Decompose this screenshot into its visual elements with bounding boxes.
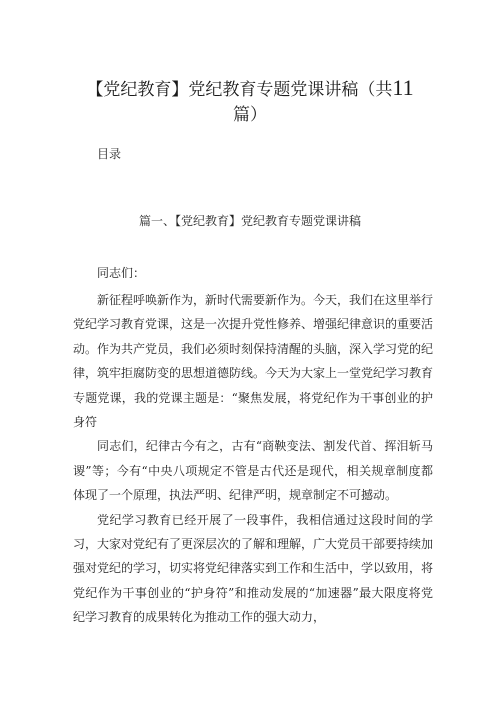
paragraph: 同志们，纪律古今有之，古有“商鞅变法、割发代首、挥泪斩马谡”等；今有“中央八项规定不管是古代还是现代，相关规章制度都体现了一个原理，执法严明、纪律严明，规章制定不可撼动。 xyxy=(73,439,433,503)
section-heading: 篇一、【党纪教育】党纪教育专题党课讲稿 xyxy=(138,214,361,228)
document-title xyxy=(60,75,440,128)
title-text-part2: 篇） xyxy=(233,105,267,125)
title-text-part1: 【党纪教育】党纪教育专题党课讲稿（共 xyxy=(86,80,393,100)
paragraph: 新征程呼唤新作为，新时代需要新作为。今天，我们在这里举行党纪学习教育党课，这是一次提升党性修养、增强纪律意识的重要活动。作为共产党员，我们必须时刻保持清醒的头脑，深入学习党的纪律，筑牢拒腐防变的思想道德防线。今天为大家上一堂党纪学习教育专题党课，我的党课主题是：“聚焦发展，将党纪作为干事创业的护身符 xyxy=(73,293,434,430)
paragraph: 党纪学习教育已经开展了一段事件，我相信通过这段时间的学习，大家对党纪有了更深层次的了解和理解，广大党员干部要持续加强对党纪的学习，切实将党纪律落实到工作和生活中，学以致用，将党纪作为干事创业的“护身符”和推动发展的“加速器”最大限度将党纪学习教育的成果转化为推动工作的强大动力， xyxy=(73,512,434,625)
title-number: 11 xyxy=(392,75,414,100)
toc-label: 目录 xyxy=(97,147,122,161)
body-text xyxy=(73,288,433,630)
greeting: 同志们： xyxy=(97,266,146,280)
